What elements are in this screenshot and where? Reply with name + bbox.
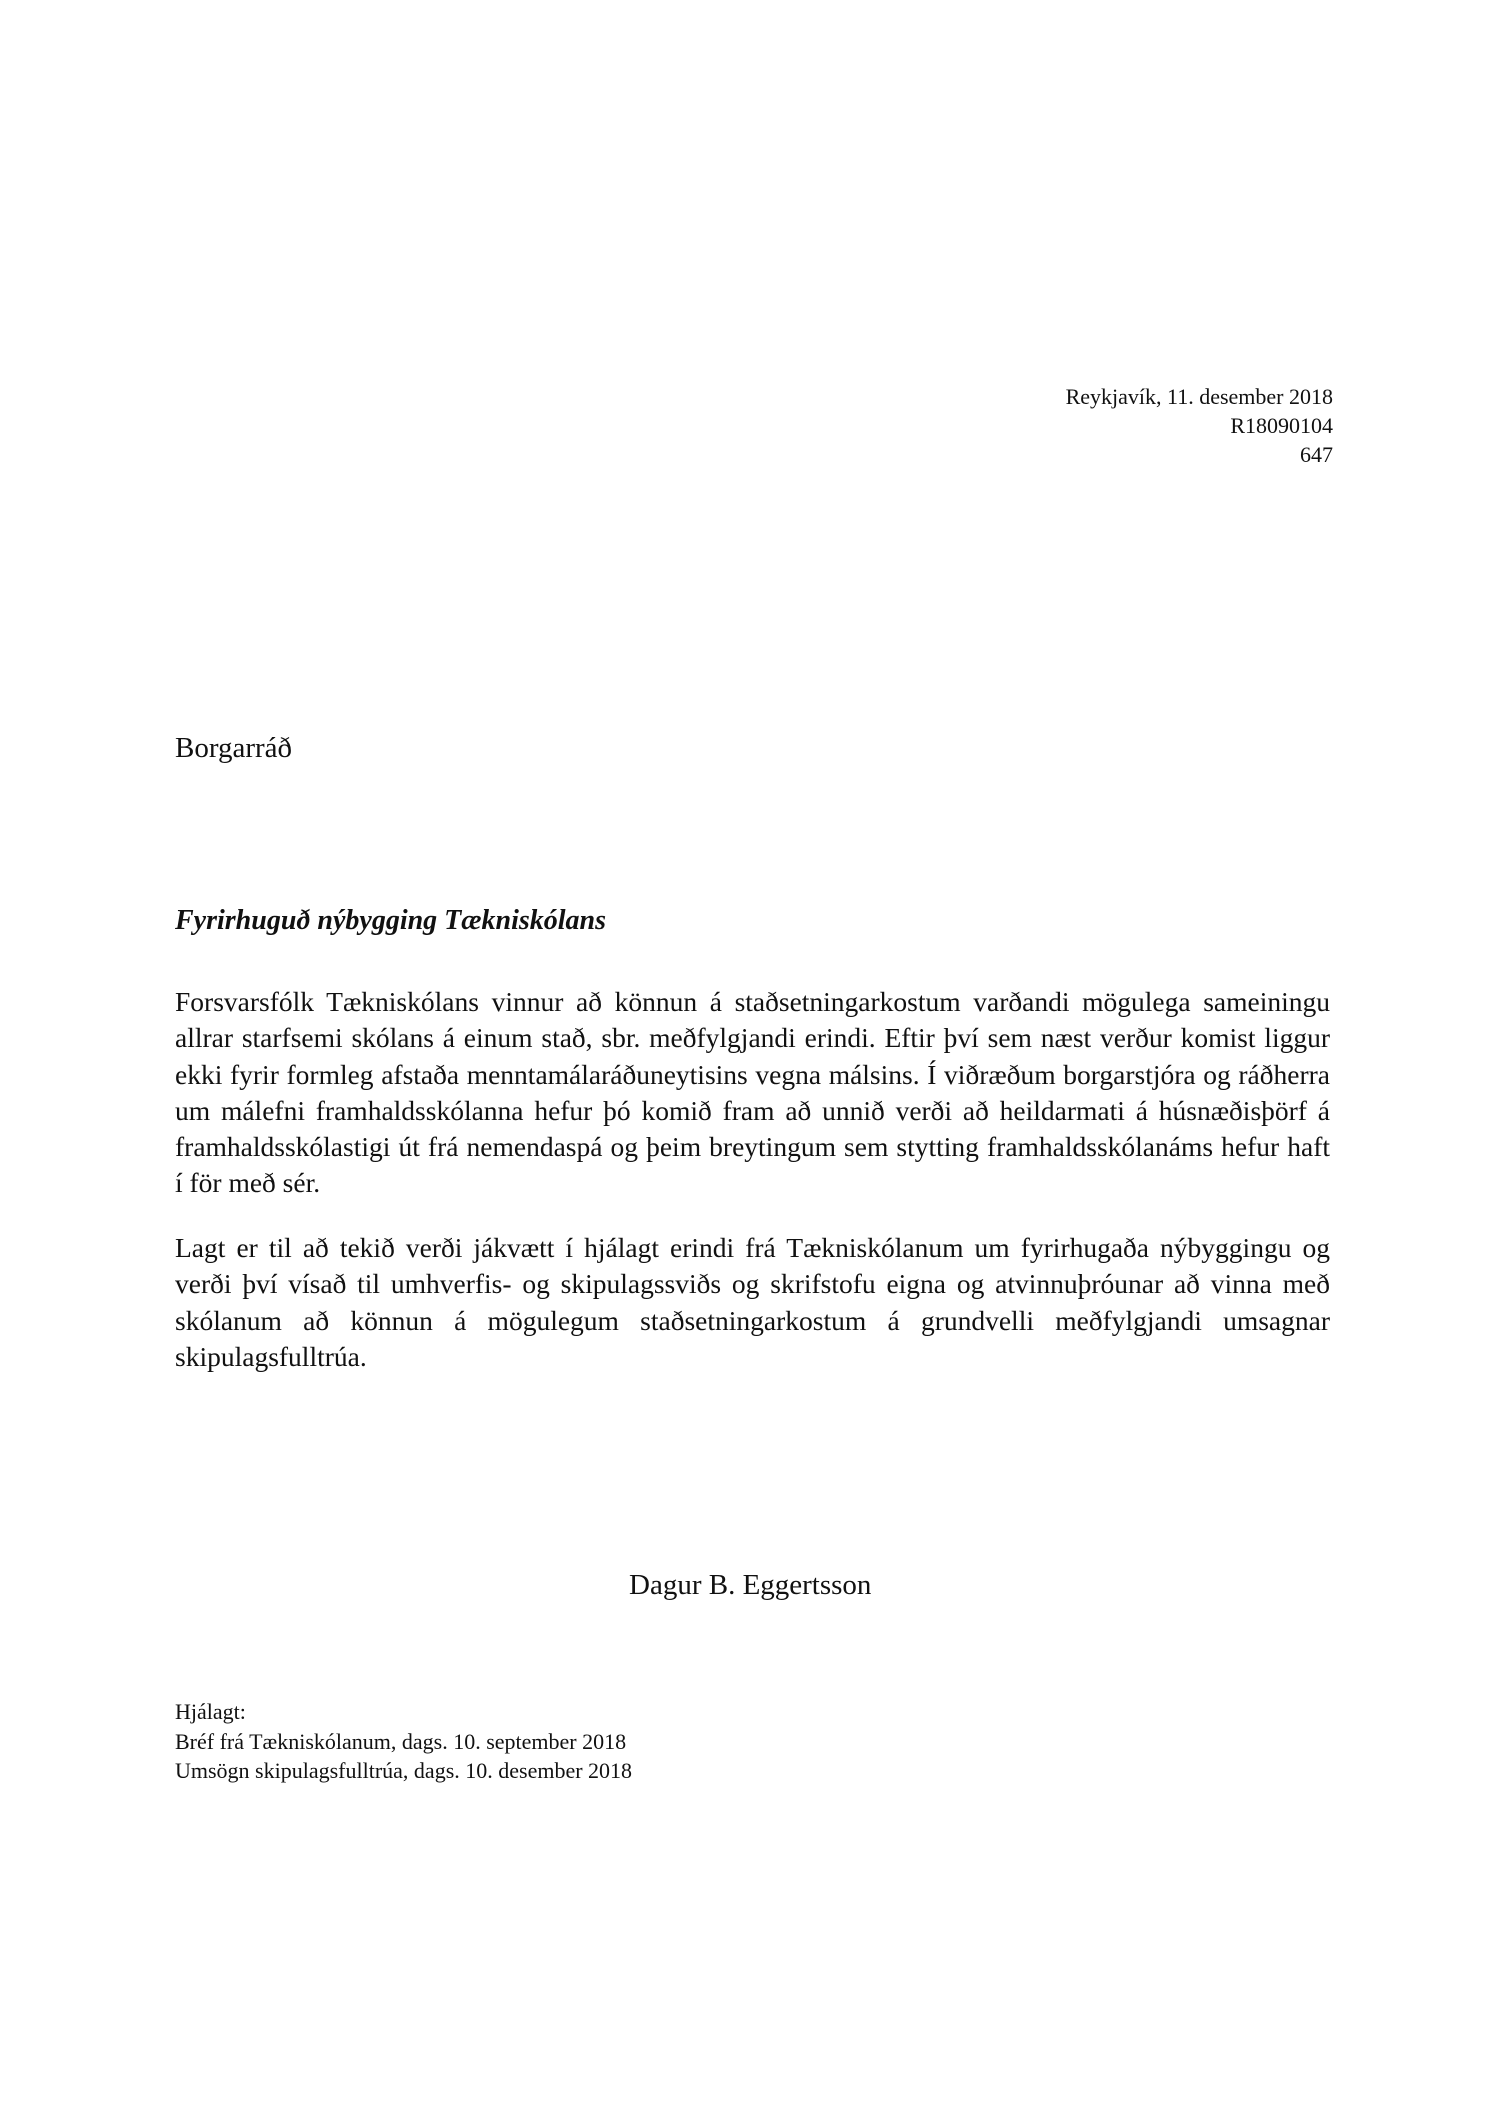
date-line: Reykjavík, 11. desember 2018 [1065,384,1333,409]
signature-name: Dagur B. Eggertsson [629,1569,872,1601]
attachments-heading: Hjálagt: [175,1699,246,1724]
attachment-item: Umsögn skipulagsfulltrúa, dags. 10. desember 2018 [175,1758,633,1783]
attachment-item: Bréf frá Tækniskólanum, dags. 10. september 2018 [175,1728,627,1754]
case-number: R18090104 [1230,413,1333,438]
body-paragraph-2: Lagt er til að tekið verði jákvætt í hjálagt erindi frá Tækniskólanum um fyrirhugaða nýbyggingu og verði því vísað til umhverfis- og skipulagssviðs og skrifstofu eigna og atvinnuþróunar að vinna með skólanum að könnun á mögulegum staðsetningarkostum á grundvelli meðfylgjandi umsagnar skipulagsfulltrúa. [175,1232,1330,1372]
reference-number: 647 [1300,442,1333,467]
body-paragraph-1: Forsvarsfólk Tækniskólans vinnur að könnun á staðsetningarkostum varðandi mögulega sameiningu allrar starfsemi skólans á einum stað, sbr. meðfylgjandi erindi. Eftir því sem næst verður komist liggur ekki fyrir formleg afstaða menntamálaráðuneytisins vegna málsins. Í viðræðum borgarstjóra og ráðherra um málefni framhaldsskólanna hefur þó komið fram að unnið verði að heildarmati á húsnæðisþörf á framhaldsskólastigi út frá nemendaspá og þeim breytingum sem stytting framhaldsskólanáms hefur haft í för með sér. [175,986,1330,1199]
reference-block [900,382,1333,469]
subject-heading: Fyrirhuguð nýbygging Tækniskólans [175,905,606,936]
recipient: Borgarráð [175,732,293,764]
attachments-block [175,1697,632,1786]
